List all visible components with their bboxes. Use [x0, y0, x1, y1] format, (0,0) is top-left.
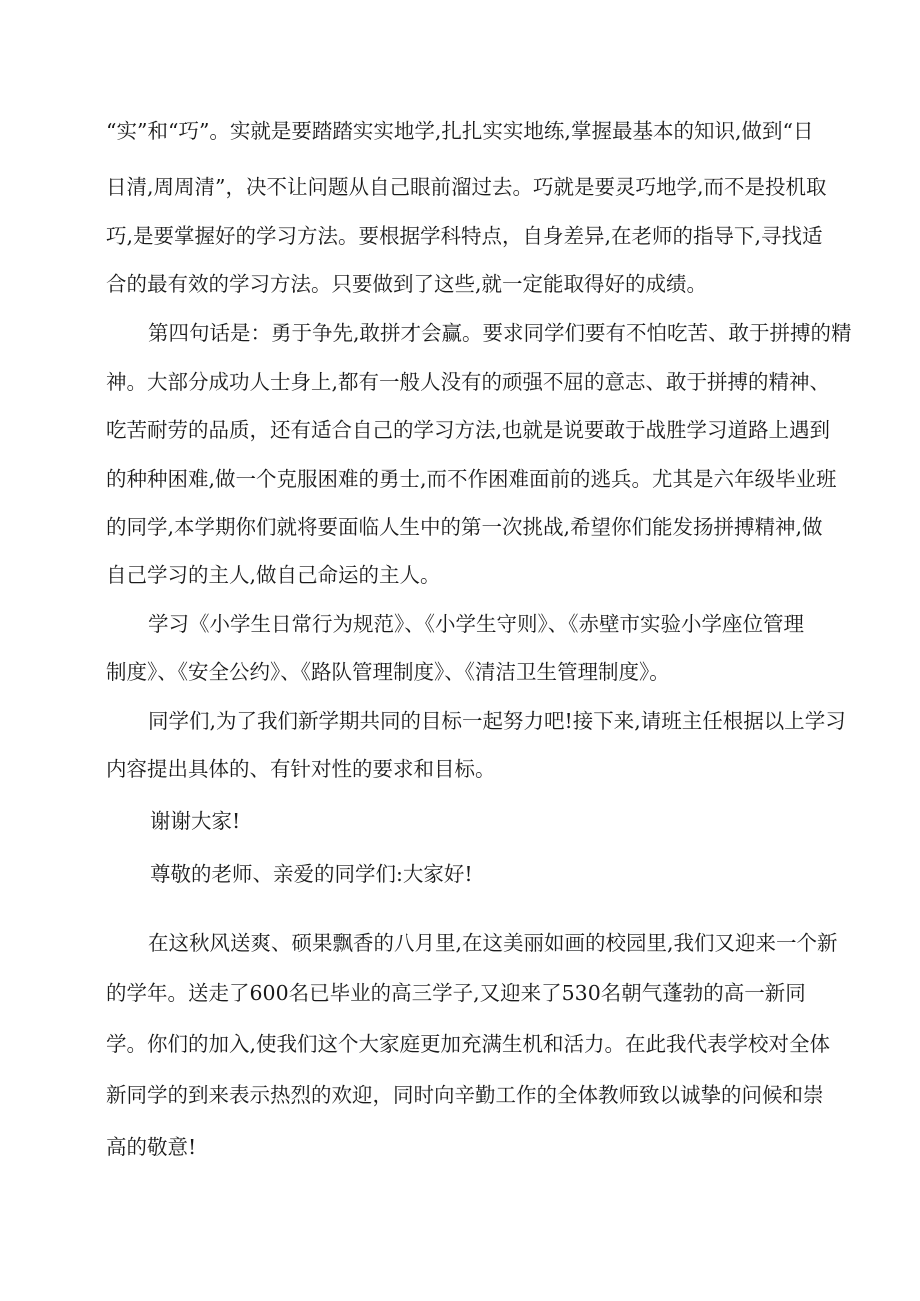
text-line: 内容提出具体的、有针对性的要求和目标。	[106, 757, 496, 781]
text-line: 自己学习的主人,做自己命运的主人。	[106, 563, 441, 587]
text-line: 同学们,为了我们新学期共同的目标一起努力吧!接下来,请班主任根据以上学习	[148, 709, 846, 733]
text-line: 的种种困难,做一个克服困难的勇士,而不作困难面前的逃兵。尤其是六年级毕业班	[106, 467, 837, 491]
text-line: 制度》、《安全公约》、《路队管理制度》、《清洁卫生管理制度》。	[106, 660, 670, 684]
text-line: 高的敬意!	[106, 1135, 197, 1159]
text-line: 的同学,本学期你们就将要面临人生中的第一次挑战,希望你们能发扬拼搏精神,做	[106, 515, 823, 539]
text-line: 谢谢大家!	[150, 809, 241, 833]
text-line: 学习《小学生日常行为规范》、《小学生守则》、《赤壁市实验小学座位管理	[148, 612, 804, 636]
text-line: 第四句话是：勇于争先,敢拼才会赢。要求同学们要有不怕吃苦、敢于拼搏的精	[148, 321, 852, 345]
text-line: 日清,周周清”，决不让问题从自己眼前溜过去。巧就是要灵巧地学,而不是投机取	[106, 175, 827, 199]
text-line: 巧,是要掌握好的学习方法。要根据学科特点，自身差异,在老师的指导下,寻找适	[106, 224, 823, 248]
text-line: 新同学的到来表示热烈的欢迎，同时向辛勤工作的全体教师致以诚挚的问候和崇	[106, 1083, 824, 1107]
text-line: 合的最有效的学习方法。只要做到了这些,就一定能取得好的成绩。	[106, 272, 708, 296]
text-line: 在这秋风送爽、硕果飘香的八月里,在这美丽如画的校园里,我们又迎来一个新	[148, 931, 838, 955]
text-line: 学。你们的加入,使我们这个大家庭更加充满生机和活力。在此我代表学校对全体	[106, 1032, 831, 1056]
text-line: 的学年。送走了600名已毕业的高三学子,又迎来了530名朝气蓬勃的高一新同	[106, 981, 806, 1005]
text-line: 吃苦耐劳的品质，还有适合自己的学习方法,也就是说要敢于战胜学习道路上遇到	[106, 418, 831, 442]
text-line: “实”和“巧”。实就是要踏踏实实地学,扎扎实实地练,掌握最基本的知识,做到“日	[106, 119, 814, 143]
text-line: 尊敬的老师、亲爱的同学们:大家好!	[150, 862, 473, 886]
text-line: 神。大部分成功人士身上,都有一般人没有的顽强不屈的意志、敢于拼搏的精神、	[106, 370, 831, 394]
